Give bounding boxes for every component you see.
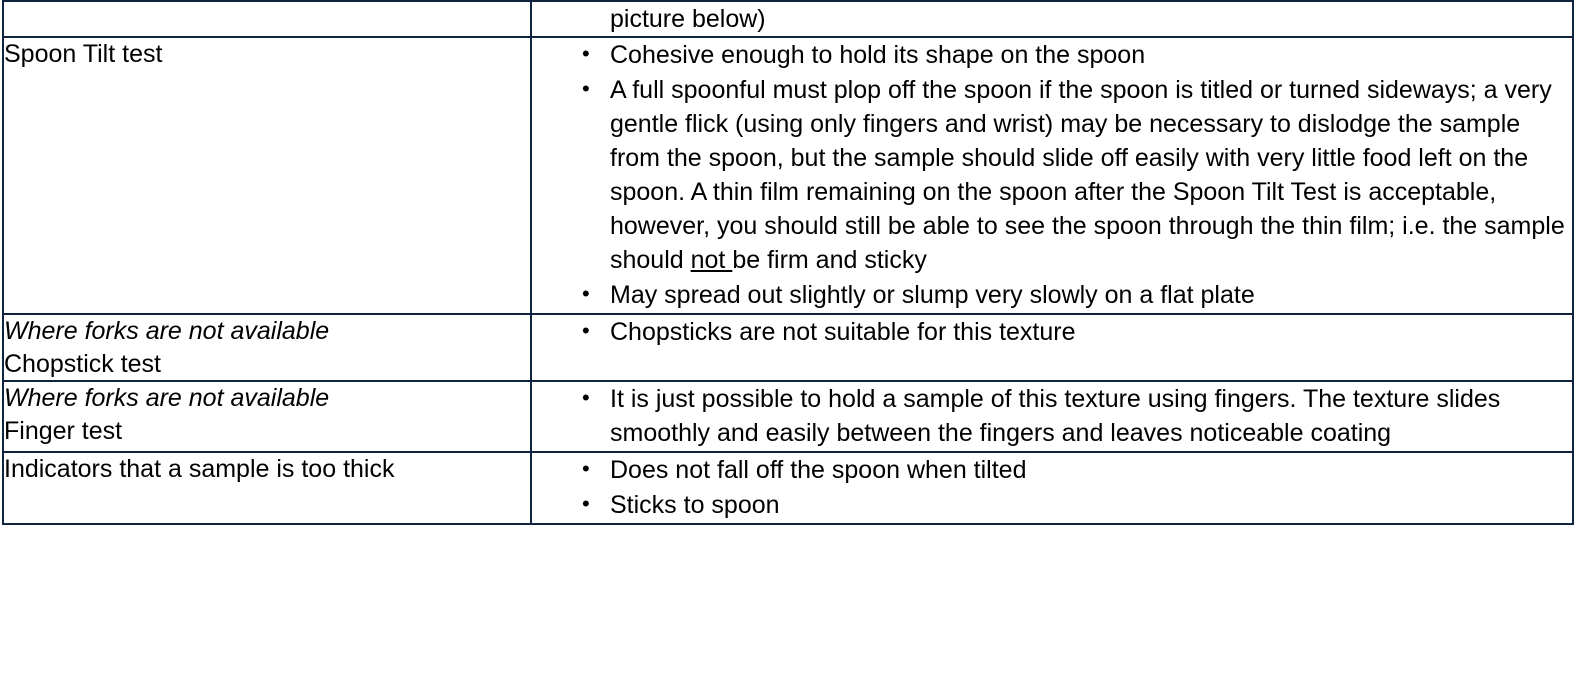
row-content-cell xyxy=(531,37,1573,314)
bullet-list xyxy=(532,315,1572,349)
list-item: • May spread out slightly or slump very slowly on a flat plate xyxy=(532,278,1572,312)
row-label: Finger test xyxy=(4,416,123,445)
emphasis-not: not xyxy=(690,246,733,274)
row-label-cell xyxy=(3,381,531,452)
row-label-cell xyxy=(3,452,531,524)
table-row xyxy=(3,381,1573,452)
list-item-text-b: be firm and sticky xyxy=(732,246,927,274)
row-label: Chopstick test xyxy=(4,349,162,378)
texture-test-table xyxy=(2,0,1574,525)
list-item xyxy=(532,73,1572,277)
bullet-list xyxy=(532,453,1572,522)
row-label-cell xyxy=(3,37,531,314)
table-row xyxy=(3,37,1573,314)
row-label: Spoon Tilt test xyxy=(4,40,163,68)
row-content-cell xyxy=(531,314,1573,381)
list-item: • Does not fall off the spoon when tilted xyxy=(532,453,1572,487)
list-item: • Sticks to spoon xyxy=(532,488,1572,522)
table-row xyxy=(3,1,1573,37)
row-label-cell xyxy=(3,1,531,37)
row-content-cell xyxy=(531,1,1573,37)
table-row xyxy=(3,314,1573,381)
row-label-qualifier: Where forks are not available xyxy=(4,317,330,345)
bullet-list xyxy=(532,38,1572,312)
table-row xyxy=(3,452,1573,524)
empty-label xyxy=(4,2,530,12)
list-item: • It is just possible to hold a sample of this texture using fingers. The texture slides smoothly and easily between the fingers and leaves noticeable coating xyxy=(532,382,1572,450)
list-item-text-a: A full spoonful must plop off the spoon if the spoon is titled or turned sideways; a very gentle flick (using only fingers and wrist) may be necessary to dislodge the sample from the spoon, but the sample should slide off easily with very little food left on the spoon. A thin film remaining on the spoon after the Spoon Tilt Test is acceptable, however, you should still be able to see the spoon through the thin film; i.e. the sample should xyxy=(610,76,1565,274)
row-content-cell xyxy=(531,381,1573,452)
row-content-cell xyxy=(531,452,1573,524)
list-item: • Chopsticks are not suitable for this texture xyxy=(532,315,1572,349)
row-label: Indicators that a sample is too thick xyxy=(4,455,395,483)
row-label-qualifier: Where forks are not available xyxy=(4,384,330,412)
bullet-list xyxy=(532,382,1572,450)
continued-text: picture below) xyxy=(610,5,766,33)
list-item: • Cohesive enough to hold its shape on the spoon xyxy=(532,38,1572,72)
row-label-cell xyxy=(3,314,531,381)
